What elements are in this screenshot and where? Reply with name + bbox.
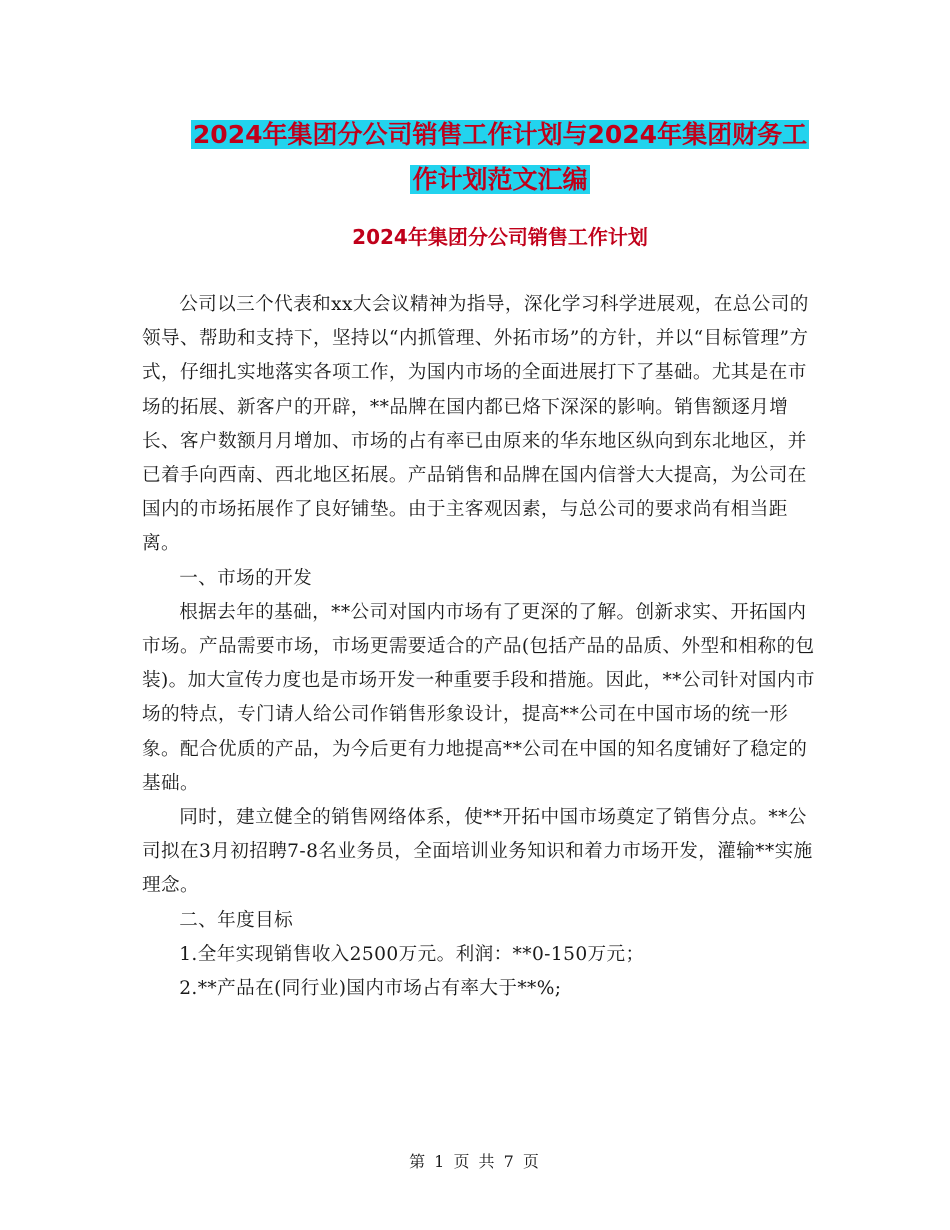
- paragraph-intro: 公司以三个代表和xx大会议精神为指导，深化学习科学进展观，在总公司的领导、帮助和支持下，坚持以“内抓管理、外拓市场”的方针，并以“目标管理”方式，仔细扎实地落实各项工作，为国内市场的全面进展打下了基础。尤其是在市场的拓展、新客户的开辟，**品牌在国内都已烙下深深的影响。销售额逐月增长、客户数额月月增加、市场的占有率已由原来的华东地区纵向到东北地区，并已着手向西南、西北地区拓展。产品销售和品牌在国内信誉大大提高，为公司在国内的市场拓展作了良好铺垫。由于主客观因素，与总公司的要求尚有相当距离。: [142, 294, 809, 555]
- goal-item-2: 2.**产品在(同行业)国内市场占有率大于**%;: [179, 978, 562, 1000]
- document-title-line1: 2024年集团分公司销售工作计划与2024年集团财务工: [192, 120, 808, 149]
- paragraph-market-development: 根据去年的基础，**公司对国内市场有了更深的了解。创新求实、开拓国内市场。产品需要市场，市场更需要适合的产品(包括产品的品质、外型和相称的包装)。加大宣传力度也是市场开发一种重要手段和措施。因此，**公司针对国内市场的特点，专门请人给公司作销售形象设计，提高**公司在中国市场的统一形象。配合优质的产品，为今后更有力地提高**公司在中国的知名度铺好了稳定的基础。: [142, 601, 815, 794]
- goal-item-1: 1.全年实现销售收入2500万元。利润：**0-150万元；: [179, 943, 645, 965]
- page-footer: 第 1 页 共 7 页: [409, 1152, 541, 1171]
- document-title: [130, 112, 870, 202]
- document-body: [142, 288, 822, 1006]
- document-title-line2: 作计划范文汇编: [412, 165, 588, 194]
- section-title: 2024年集团分公司销售工作计划: [352, 225, 648, 249]
- heading-annual-goals: 二、年度目标: [179, 909, 294, 931]
- paragraph-sales-network: 同时，建立健全的销售网络体系，使**开拓中国市场奠定了销售分点。**公司拟在3月初招聘7-8名业务员，全面培训业务知识和着力市场开发，灌输**实施理念。: [142, 807, 813, 897]
- heading-market-development: 一、市场的开发: [179, 567, 313, 589]
